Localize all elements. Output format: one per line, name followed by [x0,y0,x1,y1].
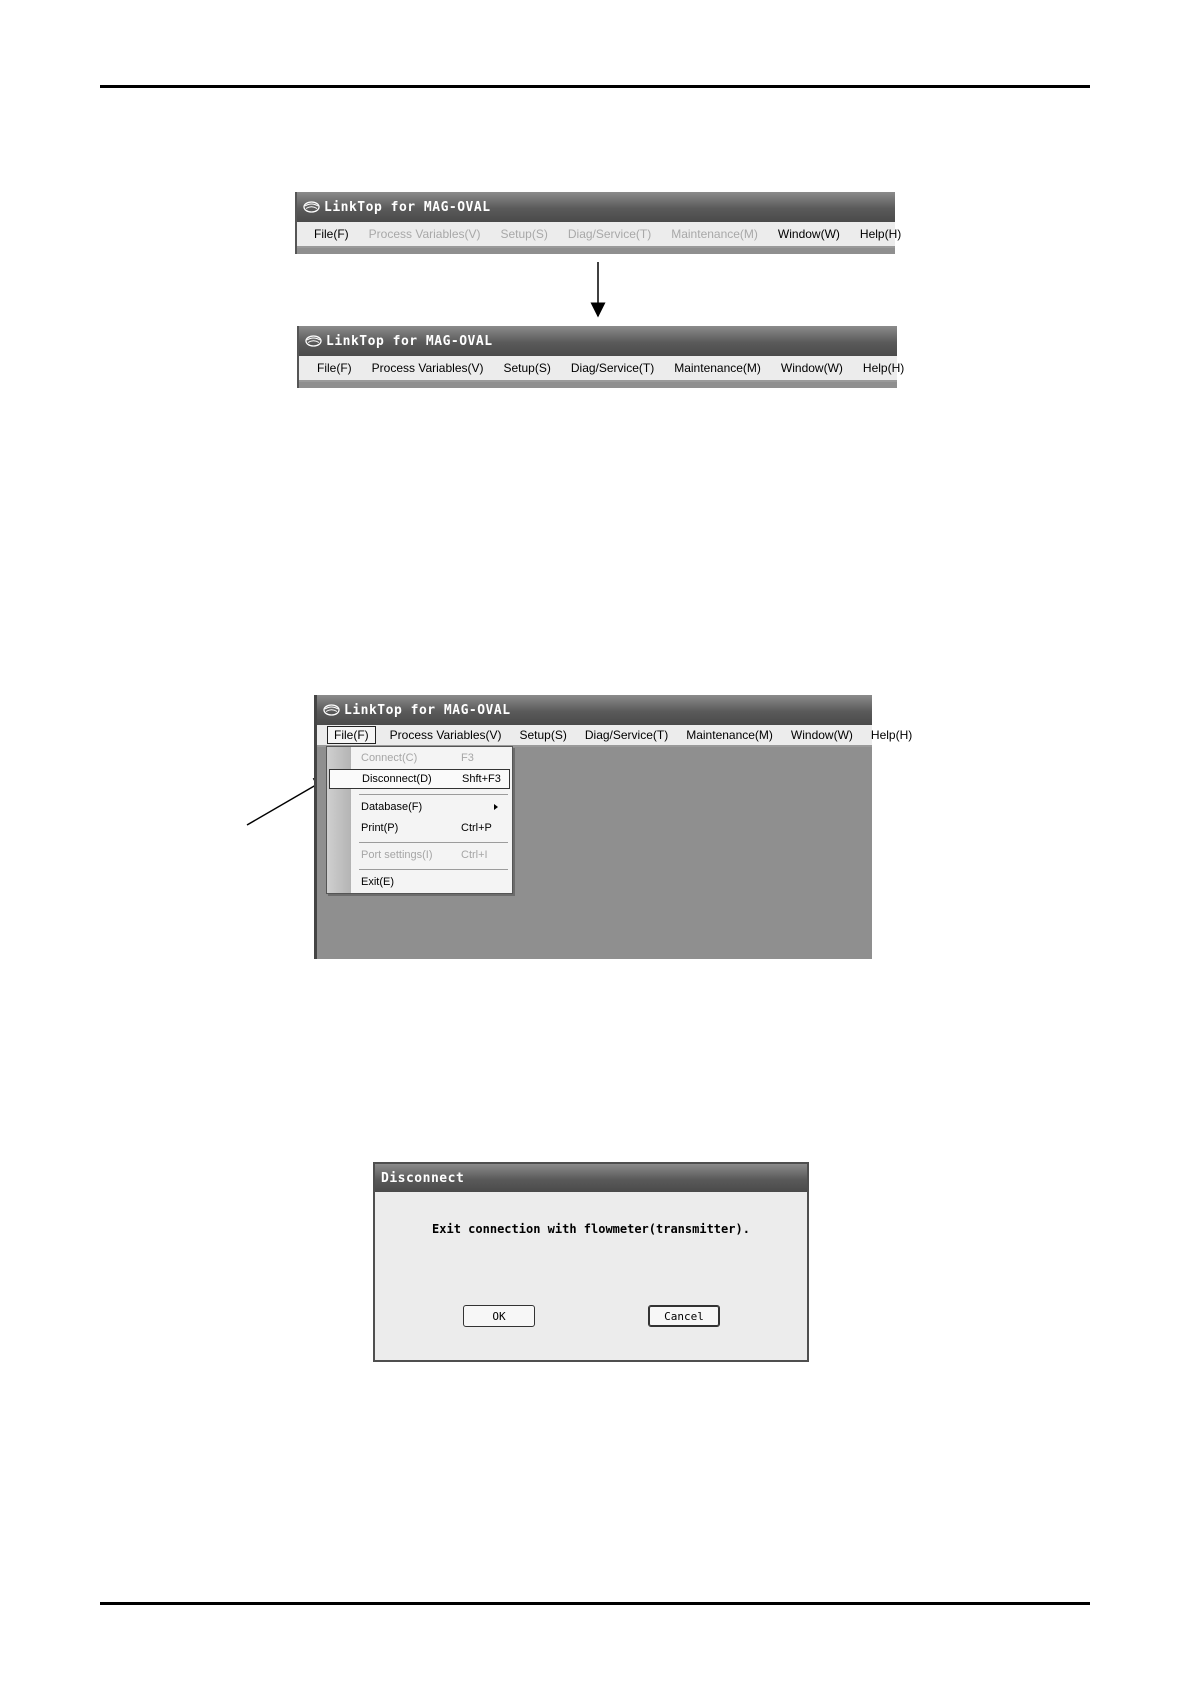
menu-bar [297,222,902,248]
window-title: LinkTop for MAG-OVAL [324,199,491,215]
menu-separator [359,794,508,795]
menu-help[interactable]: Help(H) [862,361,905,375]
menu-item-print[interactable] [351,818,510,838]
menu-item-shortcut: F3 [461,752,474,764]
menu-item-port-settings[interactable] [351,845,510,865]
title-bar [317,695,872,725]
dialog-title-bar [375,1164,807,1192]
menu-maintenance[interactable]: Maintenance(M) [674,361,761,375]
ok-button[interactable]: OK [463,1305,535,1327]
menu-item-connect[interactable] [351,748,510,768]
menu-help[interactable]: Help(H) [870,728,913,742]
menu-item-label: Print(P) [361,822,399,834]
window-after-connect [297,326,905,388]
menu-item-disconnect[interactable] [329,769,510,789]
title-bar [297,192,895,222]
disconnect-dialog [373,1162,809,1362]
menu-window[interactable]: Window(W) [777,227,840,241]
menu-file[interactable]: File(F) [317,361,352,375]
cancel-button[interactable]: Cancel [648,1305,720,1327]
menu-item-database[interactable] [351,797,510,817]
menu-setup[interactable]: Setup(S) [503,361,551,375]
menu-setup[interactable]: Setup(S) [519,728,567,742]
menu-bar [317,725,913,747]
menu-file[interactable]: File(F) [327,726,376,744]
menu-process-variables[interactable]: Process Variables(V) [368,227,481,241]
menu-diag-service[interactable]: Diag/Service(T) [567,227,652,241]
menu-item-label: Disconnect(D) [362,773,432,785]
menu-process-variables[interactable]: Process Variables(V) [389,728,502,742]
menu-diag-service[interactable]: Diag/Service(T) [584,728,669,742]
menu-item-label: Exit(E) [361,876,394,888]
window-title: LinkTop for MAG-OVAL [344,702,511,718]
menu-item-label: Database(F) [361,801,423,813]
menu-maintenance[interactable]: Maintenance(M) [671,227,758,241]
window-title: LinkTop for MAG-OVAL [326,333,493,349]
menu-separator [359,869,508,870]
menu-separator [359,842,508,843]
menu-diag-service[interactable]: Diag/Service(T) [570,361,655,375]
menu-window[interactable]: Window(W) [780,361,843,375]
app-icon [323,704,340,716]
menu-setup[interactable]: Setup(S) [500,227,548,241]
menu-item-shortcut: Shft+F3 [462,773,501,785]
window-before-connect [295,192,902,254]
submenu-arrow-icon [494,804,498,810]
menu-process-variables[interactable]: Process Variables(V) [371,361,484,375]
menu-bar [299,356,905,382]
menu-window[interactable]: Window(W) [790,728,853,742]
menu-maintenance[interactable]: Maintenance(M) [686,728,773,742]
title-bar [299,326,897,356]
dialog-title: Disconnect [381,1170,465,1186]
menu-help[interactable]: Help(H) [859,227,902,241]
menu-item-exit[interactable] [351,872,510,892]
menu-item-shortcut: Ctrl+P [461,822,492,834]
file-dropdown-menu [326,746,513,894]
dialog-message: Exit connection with flowmeter(transmitter). [432,1222,750,1236]
menu-item-label: Connect(C) [361,752,418,764]
menu-file[interactable]: File(F) [314,227,349,241]
menu-item-label: Port settings(I) [361,849,433,861]
menu-item-shortcut: Ctrl+I [461,849,488,861]
app-icon [305,335,322,347]
app-icon [303,201,320,213]
